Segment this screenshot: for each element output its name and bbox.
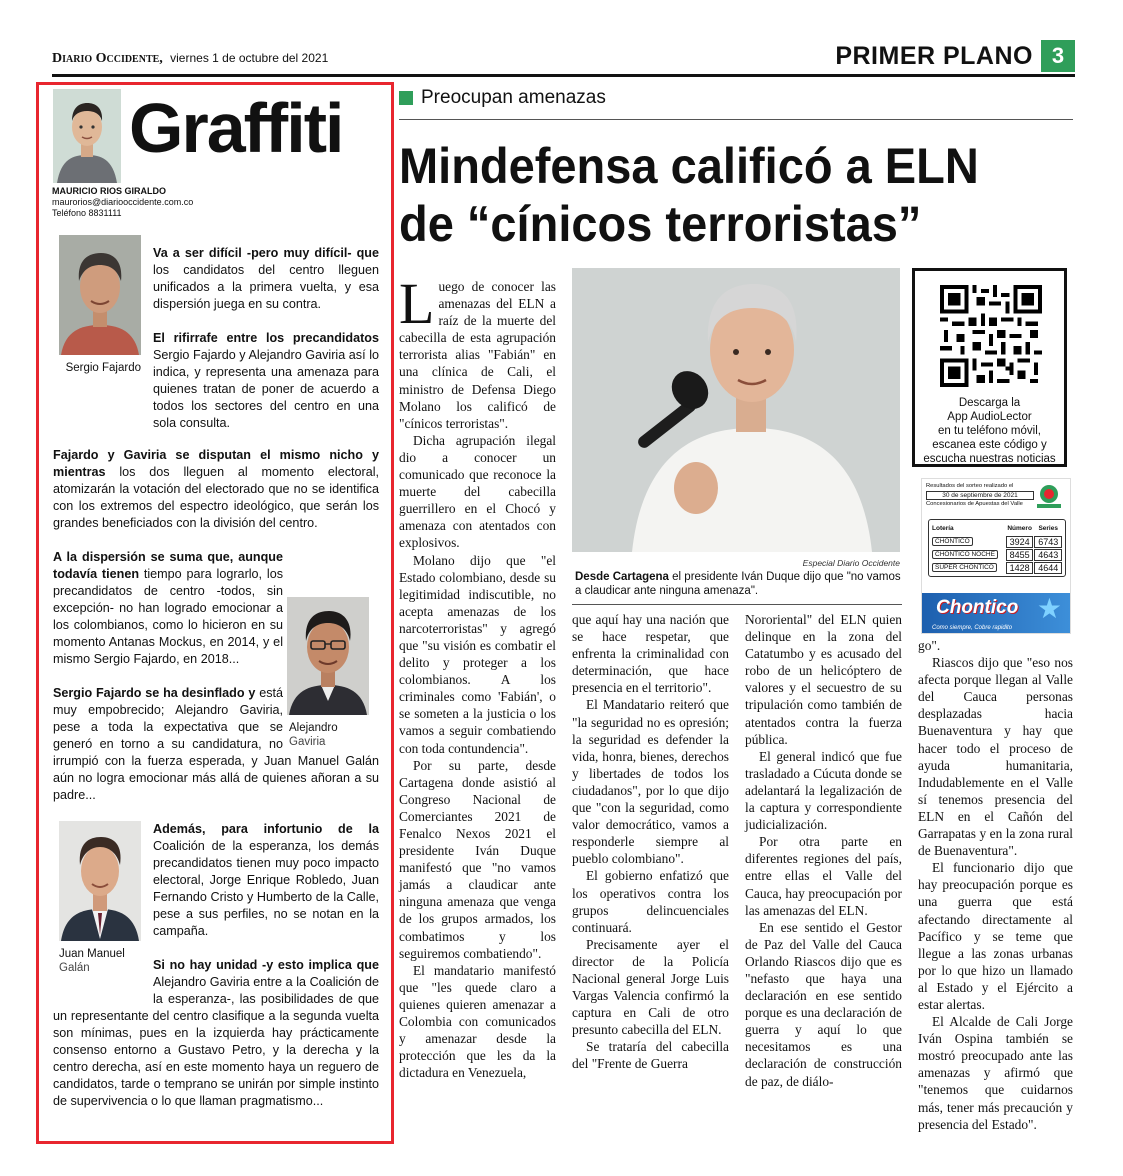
qr-line-1: Descarga la (958, 397, 1021, 409)
qr-line-2: App AudioLector (947, 411, 1032, 423)
lottery-row (932, 561, 1062, 574)
p6-lead: Además, para infortunio de la (153, 822, 379, 836)
caption-gaviria-line1: Alejandro (289, 722, 338, 734)
c2-paragraph-2: El Mandatario reiteró que "la seguridad no es opresión; la seguridad es defender la vida, honra, bienes, derechos y libertades de todos los ciudadanos", por lo que dijo que "con la seguridad, como valor democrático, vamos a responderle siempre al pueblo colombiano". (572, 697, 729, 867)
kicker-rule (399, 119, 1073, 120)
lottery-row (932, 548, 1062, 561)
c3-paragraph-4: En ese sentido el Gestor de Paz del Valle del Cauca Orlando Riascos dijo que es "nefasto que haya una declaración en ese sentido porque es una declaración de guerra y aquí lo que necesitamos es una declaración de construcción de paz, de diálo- (745, 919, 902, 1089)
c2-paragraph-1: que aquí hay una nación que se hace respetar, que enfrenta la criminalidad con determinación, que hace presencia en el territorio". (572, 612, 729, 696)
graffiti-title: Graffiti (129, 89, 343, 167)
caption-fajardo: Sergio Fajardo (65, 362, 141, 374)
lottery-logo-icon (1034, 483, 1064, 509)
lottery-row-number: 1428 (1006, 562, 1034, 574)
article-column-1 (399, 271, 556, 1081)
c1-paragraph-3: Molano dijo que "el Estado colombiano, desde su legitimidad indiscutible, no acepta amenazas de los narcoterroristas" y agregó que "su visión es combatir el delito y proteger a los colombianos. A los criminales como 'Fabián', o se someten a la justicia o los vamos a seguir combatiendo con toda contundencia". (399, 552, 556, 756)
lottery-col-number: Número (1007, 525, 1032, 532)
caption-gaviria-line2: Gaviria (289, 736, 326, 748)
main-photo-ivan-duque (572, 268, 900, 552)
qr-line-3: en tu teléfono móvil, (938, 425, 1041, 437)
caption-lead: Desde Cartagena (575, 571, 669, 583)
author-photo (53, 89, 121, 183)
p7-body: Alejandro Gaviria entre a la Coalición de la esperanza-, las posibilidades de que un representante del centro clasifique a la segunda vuelta son mínimas, pues en la izquierda hay prácticamente consenso entorno a Gustavo Petro, y la derecha y la centro derecha, así en este momento haya un reguero de candidatos, tarde o temprano se unirán por simple instinto de supervivencia o lo que llaman pragmatismo... (53, 975, 379, 1108)
author-portrait-image (53, 89, 121, 183)
section-title: PRIMER PLANO (835, 41, 1033, 70)
p4-body: tiempo para lograrlo, los precandidatos de centro -todos, sin excepción- no han logrado emocionar a los colombianos, como lo hicieron en su momento Antanas Mockus, en 2014, y el mismo Sergio Fajardo, en 2018... (53, 567, 283, 666)
page-number: 3 (1041, 40, 1075, 72)
c3-paragraph-2: El general indicó que fue trasladado a Cúcuta donde se adelantará la legalización de la captura y correspondiente judicialización. (745, 748, 902, 833)
p1-lead: Va a ser difícil -pero muy difícil- que (153, 246, 379, 260)
p5-lead: Sergio Fajardo se ha desinflado y (53, 686, 256, 700)
c2-paragraph-5: Se trataría del cabecilla del "Frente de Guerra (572, 1039, 729, 1072)
qr-line-4: escanea este código y (932, 439, 1047, 451)
headline-line-1: Mindefensa calificó a ELN (399, 138, 979, 194)
photo-sergio-fajardo (59, 235, 141, 355)
graffiti-paragraph-6 (153, 821, 379, 940)
duque-photo-image (572, 268, 900, 552)
lottery-results-ad (921, 478, 1071, 634)
caption-galan-line2: Galán (59, 962, 90, 974)
c1-paragraph-1: uego de conocer las amenazas del ELN a raíz de la muerte del cabecilla de esta agrupación terrorista alias "Fabián" en una clínica de Cali, el ministro de Defensa Diego Molano los calificó de "cínicos terroristas". (399, 279, 556, 431)
c2-paragraph-3: El gobierno enfatizó que los operativos contra los grupos delincuenciales continuará. (572, 868, 729, 935)
lottery-row-number: 8455 (1006, 549, 1034, 561)
graffiti-paragraph-3 (53, 447, 379, 532)
fajardo-portrait-image (59, 235, 141, 355)
article-kicker (399, 87, 606, 109)
graffiti-paragraph-1 (153, 245, 379, 431)
author-block (52, 186, 193, 219)
lottery-row-name: CHONTICO (932, 537, 973, 546)
galan-portrait-image (59, 821, 141, 941)
lottery-header-line2: Concesionarios de Apuestas del Valle (926, 501, 1023, 507)
lottery-table-header (932, 522, 1062, 535)
author-email: maurorios@diariooccidente.com.co (52, 197, 194, 207)
audiolector-promo (912, 268, 1067, 467)
c1-paragraph-2: Dicha agrupación ilegal dio a conocer un comunicado que reconoce la muerte del cabecilla guerrillero en el Chocó y amenaza con atentados con explosivos. (399, 432, 556, 551)
p4-lead: A la dispersión se suma que, aunque todavía tienen (53, 550, 283, 581)
drop-cap: L (399, 271, 435, 336)
c4-paragraph-3: El funcionario dijo que hay preocupación porque es una guerra que está afectando directamente al Pacífico y se teme que llegue a las zonas urbanas por lo que hizo un llamado al Estado y el Ejército a estar alertas. (918, 860, 1073, 1012)
p3-lead: Fajardo y Gaviria se disputan el mismo nicho y mientras (53, 448, 379, 479)
article-headline (399, 137, 1038, 253)
c1-paragraph-5: El mandatario manifestó que "les quede claro a quienes quieren amenazar a Colombia con comunicados y amenazar desde la protección que les da la dictadura en Venezuela, (399, 962, 556, 1081)
article-column-4 (918, 637, 1073, 1133)
c2-paragraph-4: Precisamente ayer el director de la Policía Nacional general Jorge Luis Vargas Valencia confirmó la captura en Cali de otro presunto cabecilla del ELN. (572, 936, 729, 1038)
star-icon: ★ (1036, 594, 1062, 625)
graffiti-paragraph-4-5 (53, 549, 379, 804)
lottery-row-name: CHONTICO NOCHE (932, 550, 998, 559)
header-rule (52, 74, 1075, 77)
lottery-row-name: SUPER CHONTICO (932, 563, 997, 572)
lottery-table (928, 519, 1066, 577)
page-header-dateline (52, 51, 328, 67)
c4-paragraph-1: go". (918, 638, 941, 653)
qr-line-5: escucha nuestras noticias (923, 453, 1056, 465)
p1-body: los candidatos del centro lleguen unificados a la primera vuelta, y esa dispersión juega en su contra. (153, 263, 379, 311)
qr-code-icon[interactable] (940, 285, 1042, 387)
article-column-3 (745, 611, 902, 1090)
lottery-row-series: 4643 (1034, 549, 1062, 561)
p5-body: está muy empobrecido; Alejandro Gaviria, pese a toda la expectativa que se generó en torno a su candidatura, no irrumpió con la fuerza esperada, y Juan Manuel Galán aún no logra emocionar más allá de quienes añoran a su padre... (53, 686, 379, 802)
kicker-text: Preocupan amenazas (421, 87, 606, 108)
caption-galan-line1: Juan Manuel (59, 948, 125, 960)
photo-credit: Especial Diario Occidente (802, 558, 900, 568)
kicker-square-icon (399, 91, 413, 105)
headline-line-2: de “cínicos terroristas” (399, 196, 922, 252)
lottery-col-name: Lotería (932, 525, 954, 532)
photo-caption (575, 570, 901, 598)
qr-instructions (919, 396, 1060, 466)
lottery-row-series: 4644 (1034, 562, 1062, 574)
author-name: MAURICIO RIOS GIRALDO (52, 186, 166, 196)
lottery-header (926, 483, 1034, 508)
p2-lead: El rifirrafe entre los precandidatos (153, 331, 379, 345)
caption-body: el presidente Iván Duque dijo que "no vamos a claudicar ante ninguna amenaza". (575, 571, 901, 597)
lottery-row-number: 3924 (1006, 536, 1034, 548)
graffiti-column (36, 82, 394, 1144)
caption-rule (572, 604, 902, 605)
chontico-banner[interactable] (922, 593, 1070, 633)
section-header (835, 40, 1075, 72)
c3-paragraph-1: Nororiental" del ELN quien delinque en la zona del Catatumbo y es acusado del robo de un helicóptero de valores y el secuestro de su tripulación como también de atentados contra la fuerza pública. (745, 612, 902, 747)
c3-paragraph-3: Por otra parte en diferentes regiones del país, entre ellas el Valle del Cauca, hay preocupación por las amenazas del ELN. (745, 834, 902, 918)
c4-paragraph-2: Riascos dijo que "eso nos afecta porque llegan al Valle del Cauca personas desplazadas hacia Buenaventura y hay que hacer todo el proceso de ayuda humanitaria, Indudablemente en el Valle sí tenemos presencia del ELN en el Cañón del Garrapatas y en la zona rural de Buenaventura". (918, 655, 1073, 859)
photo-juan-manuel-galan (59, 821, 141, 941)
c4-paragraph-4: El Alcalde de Cali Jorge Iván Ospina también se mostró preocupado ante las amenazas y afirmó que "tenemos que cuidarnos más, tener más precaución y presencia del Estado". (918, 1014, 1073, 1132)
lottery-header-line1: Resultados del sorteo realizado el (926, 483, 1014, 489)
article-column-2 (572, 611, 729, 1073)
lottery-date: 30 de septiembre de 2021 (926, 491, 1034, 500)
p3-body: los dos lleguen al momento electoral, atomizarán la votación del electorado que no se identifica con los extremos del espectro ideológico, que serán los grandes beneficiados con la división del centro. (53, 465, 380, 530)
issue-date: viernes 1 de octubre del 2021 (170, 51, 329, 65)
p6-body: Coalición de la esperanza, los demás precandidatos tienen muy poco impacto electoral, Jorge Enrique Robledo, Juan Fernando Cristo y Humberto de la Calle, pese a sus perfiles, no se notan en la campaña. (153, 839, 379, 938)
chontico-slogan: Como siempre, Cobre rapidito (932, 625, 1013, 631)
graffiti-paragraph-7 (53, 957, 379, 1110)
author-phone: Teléfono 8831111 (52, 208, 122, 218)
c1-paragraph-4: Por su parte, desde Cartagena donde asistió al Congreso Nacional de Comerciantes 2021 de Fenalco Nexos 2021 el presidente Iván Duque manifestó que "no vamos jamás a claudicar ante ninguna amenaza que venga de los grupos armados, los combatimos y los seguiremos combatiendo". (399, 757, 556, 961)
p7-lead: Si no hay unidad -y esto implica que (153, 958, 379, 972)
lottery-col-series: Series (1038, 525, 1058, 532)
p2-body: Sergio Fajardo y Alejandro Gaviria así lo indica, y representa una amenaza para quienes tratan de poner de acuerdo a todos los sectores del centro en una sola consulta. (153, 348, 379, 430)
publication-name: Diario Occidente, (52, 51, 163, 66)
lottery-row (932, 535, 1062, 548)
chontico-brand: Chontico (936, 597, 1019, 618)
lottery-row-series: 6743 (1034, 536, 1062, 548)
